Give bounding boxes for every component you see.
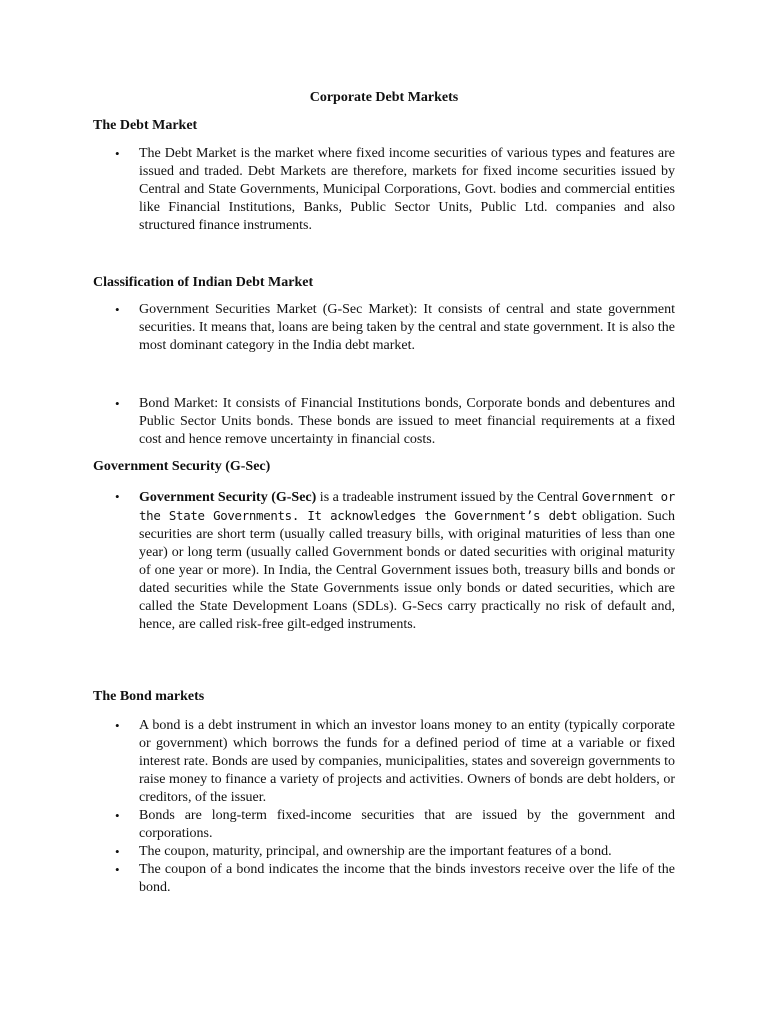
section-heading-classification: Classification of Indian Debt Market [93, 275, 314, 290]
list-item [93, 395, 675, 449]
bullet-icon: • [115, 808, 120, 823]
list-item-text-part1: is a tradeable instrument issued by the Central [316, 490, 582, 505]
bullet-icon: • [115, 146, 120, 161]
page-title: Corporate Debt Markets [309, 90, 459, 105]
bullet-icon: • [115, 844, 120, 859]
list-item-text: The Debt Market is the market where fixed income securities of various types and features are issued and traded. Debt Markets are therefore, markets for fixed income securities issued by Central and State Governments, Municipal Corporations, Govt. bodies and commercial entities like Financial Institutions, Banks, Public Sector Units, Public Ltd. companies and also structured finance instruments. [139, 146, 675, 233]
section-gsec-list [93, 488, 675, 634]
section-classification-list-1 [93, 301, 675, 355]
list-item-text: A bond is a debt instrument in which an investor loans money to an entity (typically corporate or government) which borrows the funds for a defined period of time at a variable or fixed interest rate. Bonds are used by companies, municipalities, states and sovereign governments to raise money to finance a variety of projects and activities. Owners of bonds are debt holders, or creditors, of the issuer. [139, 718, 675, 805]
list-item-lead: Government Security (G-Sec) [139, 490, 317, 505]
section-bond-markets-list [93, 717, 675, 897]
list-item-text: The coupon of a bond indicates the income that the binds investors receive over the life of the bond. [139, 862, 675, 895]
list-item-text: Bonds are long-term fixed-income securities that are issued by the government and corporations. [139, 808, 675, 841]
list-item [93, 807, 675, 843]
list-item [93, 861, 675, 897]
list-item-text: Government Securities Market (G-Sec Market): It consists of central and state government securities. It means that, loans are being taken by the central and state government. It is also the most dominant category in the India debt market. [139, 302, 675, 353]
list-item-text-mono: Government or the State Governments. It acknowledges the Government’s debt [139, 489, 675, 523]
section-heading-debt-market: The Debt Market [93, 118, 198, 133]
section-debt-market-list [93, 145, 675, 235]
section-heading-gsec: Government Security (G-Sec) [93, 459, 271, 474]
bullet-icon: • [115, 718, 120, 733]
list-item-text: The coupon, maturity, principal, and ownership are the important features of a bond. [139, 844, 612, 859]
bullet-icon: • [115, 396, 120, 411]
list-item [93, 145, 675, 235]
section-heading-bond-markets: The Bond markets [93, 689, 205, 704]
bullet-icon: • [115, 489, 120, 504]
section-classification-list-2 [93, 395, 675, 449]
list-item [93, 843, 675, 861]
list-item-text-part2: obligation. Such securities are short term (usually called treasury bills, with original maturities of less than one year) or long term (usually called Government bonds or dated securities with original maturity of one year or more). In India, the Central Government issues both, treasury bills and bonds or dated securities while the State Governments issue only bonds or dated securities, which are called the State Development Loans (SDLs). G-Secs carry practically no risk of default and, hence, are called risk-free gilt-edged instruments. [139, 509, 675, 632]
list-item [93, 301, 675, 355]
bullet-icon: • [115, 862, 120, 877]
bullet-icon: • [115, 302, 120, 317]
list-item [93, 717, 675, 807]
list-item [93, 488, 675, 634]
list-item-text: Bond Market: It consists of Financial Institutions bonds, Corporate bonds and debentures and Public Sector Units bonds. These bonds are issued to meet financial requirements at a fixed cost and hence remove uncertainty in financial costs. [139, 396, 675, 447]
